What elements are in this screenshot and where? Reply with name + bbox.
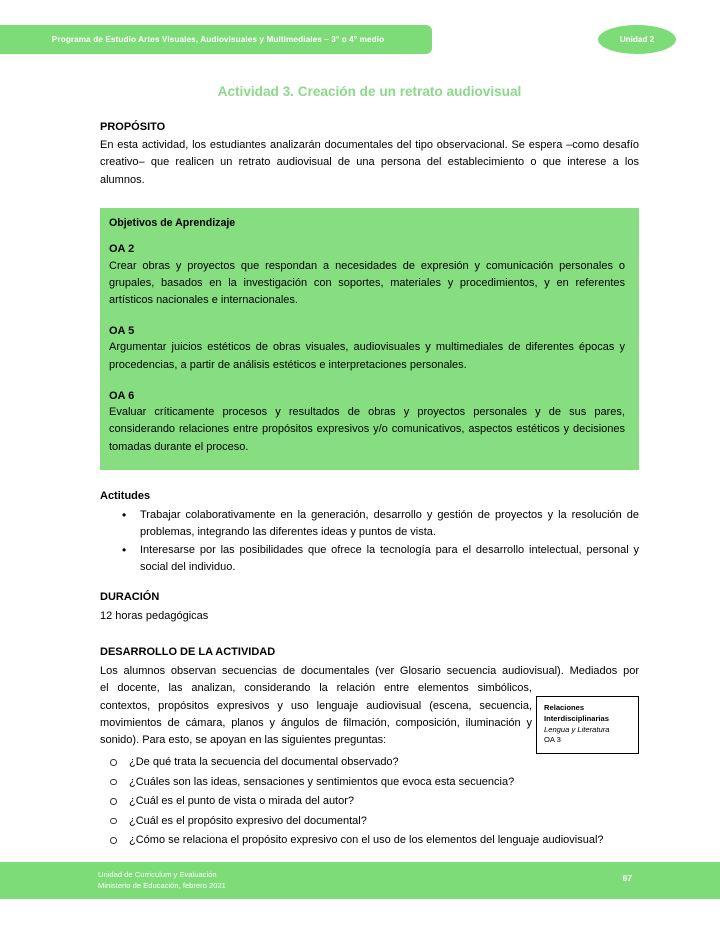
duracion-heading: DURACIÓN [100,591,160,603]
list-item: • Interesarse por las posibilidades que ofrece la tecnología para el desarrollo intelectual, personal y social del individuo. [100,542,639,577]
desarrollo-paragraph-lead: Los alumnos observan secuencias de documentales (ver Glosario secuencia audiovisual). Mediados por [100,665,639,678]
footer-line-1: Unidad de Curriculum y Evaluación [98,870,217,879]
objetivos-aprendizaje-box [100,208,639,470]
desarrollo-paragraph-wrapped: el docente, las analizan, considerando la relación entre elementos simbólicos, contextos, propósitos expresivos y uso lenguaje audiovisual (escena, secuencia, movimientos de cámara, planos y ángulos de filmación, composición, iluminación y sonido). Para esto, se apoyan en las siguientes preguntas: [100,682,532,747]
duracion-text: 12 horas pedagógicas [100,610,209,623]
desarrollo-questions-list [100,754,639,852]
relaciones-interdisciplinarias-note [536,696,639,754]
objetivo-item [109,323,625,374]
proposito-text: En esta actividad, los estudiantes analizarán documentales del tipo observacional. Se espera –como desafío creativo– que realicen un retrato audiovisual de una persona del establecimiento o que interese a los alumnos. [100,139,639,186]
actitudes-list [100,507,639,576]
list-item: • Trabajar colaborativamente en la generación, desarrollo y gestión de proyectos y la resolución de problemas, integrando las diferentes ideas y puntos de vista. [100,507,639,542]
section-actitudes [100,488,639,576]
section-duracion [100,589,639,625]
section-desarrollo [100,644,639,749]
unit-badge [598,25,676,54]
page-title: Actividad 3. Creación de un retrato audiovisual [217,84,522,99]
proposito-heading: PROPÓSITO [100,121,166,133]
note-oa-code: OA 3 [544,735,561,745]
list-item: ¿Cuál es el propósito expresivo del documental? [100,813,639,830]
list-item: ¿Cuál es el punto de vista o mirada del autor? [100,793,639,810]
objetivos-box-title: Objetivos de Aprendizaje [109,217,236,229]
objetivo-item [109,388,625,456]
list-item: ¿Cuáles son las ideas, sensaciones y sentimientos que evoca esta secuencia? [100,774,639,791]
list-item: ¿Cómo se relaciona el propósito expresivo con el uso de los elementos del lenguaje audiovisual? [100,832,639,849]
list-item: ¿De qué trata la secuencia del documental observado? [100,754,639,771]
unit-badge-label: Unidad 2 [619,35,655,44]
footer-line-2: Ministerio de Educación, febrero 2021 [98,881,226,891]
objetivo-text: Argumentar juicios estéticos de obras visuales, audiovisuales y multimediales de diferentes épocas y procedencias, a partir de análisis estéticos e interpretaciones personales. [109,341,625,371]
section-proposito [100,119,639,189]
note-title-line2: Interdisciplinarias [544,713,609,723]
objetivo-text: Evaluar críticamente procesos y resultados de obras y proyectos personales y de sus pares, considerando relaciones entre propósitos expresivos y/o comunicativos, aspectos estéticos y decisiones tomadas durante el proceso. [109,406,625,453]
note-subject: Lengua y Literatura [544,724,610,734]
header-program-banner [0,25,432,54]
page-number: 67 [622,873,632,883]
objetivo-code: OA 2 [109,243,135,255]
page-footer [0,862,720,899]
objetivo-code: OA 6 [109,389,135,402]
desarrollo-heading: DESARROLLO DE LA ACTIVIDAD [100,646,276,658]
objetivo-item [109,241,625,309]
footer-organization [98,869,226,892]
actitudes-heading: Actitudes [100,490,151,502]
objetivo-text: Crear obras y proyectos que respondan a necesidades de expresión y comunicación personales o grupales, basados en la investigación con soportes, materiales y procedimientos, y en referentes artísticos nacionales e internacionales. [109,259,625,306]
note-title-line1: Relaciones [544,703,585,712]
header-program-label: Programa de Estudio Artes Visuales, Audiovisuales y Multimediales – 3° o 4° medio [51,35,385,44]
page-header [0,25,720,61]
objetivo-code: OA 5 [109,324,135,337]
